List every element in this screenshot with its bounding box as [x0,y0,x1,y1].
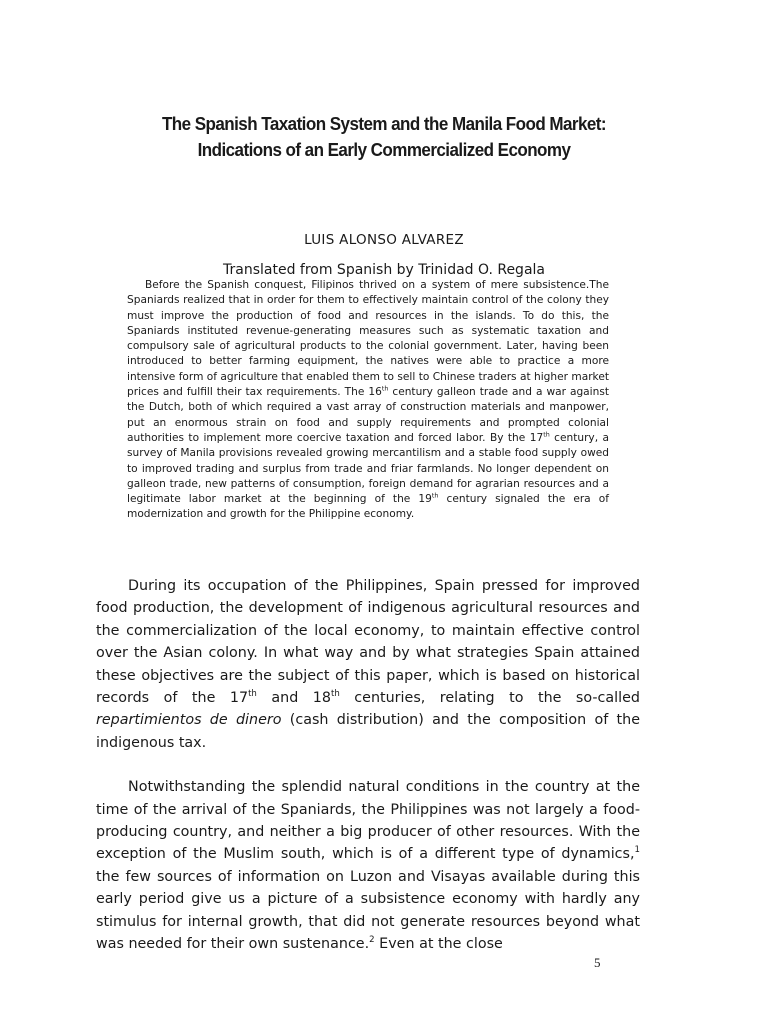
abstract-text-1: Before the Spanish conquest, Filipinos thrived on a system of mere subsistence.The Spaniards realized that in order for them to effectively maintain control of the colony they must improve the production of food and resources in the islands. To do this, the Spaniards instituted revenue-generating measures such as systematic taxation and compulsory sale of agricultural products to the colonial government. Later, having been introduced to better farming equipment, the natives were able to practice a more intensive form of agriculture that enabled them to sell to Chinese traders at higher market prices and fulfill their tax requirements. The 16 [127,279,609,399]
abstract-text-4: century signaled the era of modernization and growth for the Philippine economy. [127,493,609,521]
italic-term: repartimientos de dinero [96,712,282,729]
body-text-span: Notwithstanding the splendid natural conditions in the country at the time of the arrival of the Spaniards, the Philippines was not largely a food-producing country, and neither a big producer of other resources. With the exception of the Muslim south, which is of a different type of dynamics, [96,779,640,863]
footnote-ref[interactable]: 1 [634,845,640,856]
page-number: 5 [594,955,601,970]
superscript: th [381,385,389,393]
abstract [127,278,609,523]
superscript: th [431,492,439,500]
body-text-span: During its occupation of the Philippines, Spain pressed for improved food production, the development of indigenous agricultural resources and the commercialization of the local economy, to maintain effective control over the Asian colony. In what way and by what strategies Spain attained these objectives are the subject of this paper, which is based on historical records of the 17 [96,578,640,707]
body-text-span: centuries, relating to the so-called [339,690,640,707]
abstract-text-2: century galleon trade and a war against the Dutch, both of which required a vast array of construction materials and manpower, put an enormous strain on food and supply requirements and prompted colonial authorities to implement more coercive taxation and forced labor. By the 17 [127,386,609,444]
abstract-text-3: century, a survey of Manila provisions revealed growing mercantilism and a stable food supply owed to improved trading and surplus from trade and friar farmlands. No longer dependent on galleon trade, new patterns of consumption, foreign demand for agrarian resources and a legitimate labor market at the beginning of the 19 [127,431,609,506]
body-text-span: and 18 [256,690,331,707]
body-text [96,575,640,978]
title-line-1: The Spanish Taxation System and the Manila Food Market: [161,113,607,134]
abstract-paragraph [127,278,609,523]
body-paragraph-2 [96,776,640,955]
superscript: th [248,689,257,700]
body-text-span: Even at the close [374,936,503,953]
superscript: th [543,431,550,439]
author-name: LUIS ALONSO ALVAREZ [304,232,464,248]
footnote-ref[interactable]: 2 [369,935,375,946]
superscript: th [330,689,340,700]
body-paragraph-1 [96,575,640,754]
body-text-span: the few sources of information on Luzon and Visayas available during this early period give us a picture of a subsistence economy with hardly any stimulus for internal growth, that did not generate resources beyond what was needed for their own sustenance. [96,868,640,953]
article-title [86,111,682,163]
translator-credit: Translated from Spanish by Trinidad O. Regala [223,262,545,278]
title-line-2: Indications of an Early Commercialized Economy [197,139,571,160]
body-text-span: (cash distribution) and the composition of the indigenous tax. [96,712,641,751]
